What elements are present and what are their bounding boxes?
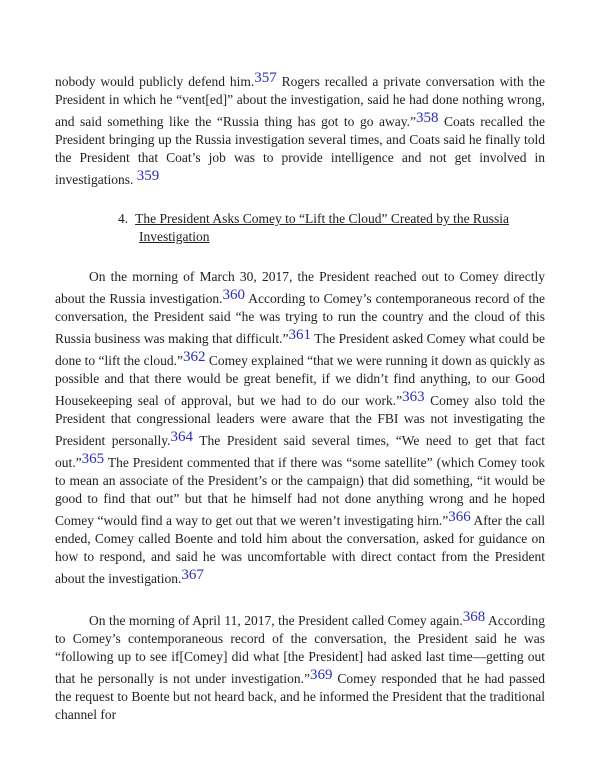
footnote-ref-363[interactable]: 363: [402, 389, 425, 405]
footnote-ref-369[interactable]: 369: [309, 667, 333, 683]
footnote-ref-368[interactable]: 368: [462, 609, 486, 625]
paragraph-march-30: [55, 268, 545, 588]
paragraph-continuation: [55, 69, 545, 189]
footnote-ref-367[interactable]: 367: [181, 567, 204, 583]
footnote-ref-362[interactable]: 362: [182, 349, 206, 365]
text-run: Coats recalled the President bringing up the Russia investigation several times, and Coats said he finally told the President that Coat’s job was to provide intelligence and not get involved in investigations.: [55, 114, 545, 187]
footnote-ref-366[interactable]: 366: [448, 509, 471, 525]
text-run: The President asked Comey what could be done to “lift the cloud.”: [55, 331, 545, 368]
text-run: According to Comey’s contemporaneous record of the conversation, the President said he was “following up to see if[Comey] did what [the President] had asked last time—getting out that he personally is not under investigation.”: [55, 613, 545, 686]
footnote-ref-360[interactable]: 360: [222, 287, 246, 303]
text-run: Comey responded that he had passed the request to Boente but not heard back, and he informed the President that the traditional channel for: [55, 671, 545, 722]
footnote-ref-358[interactable]: 358: [415, 110, 439, 126]
section-heading: [118, 210, 545, 246]
paragraph-april-11: [55, 608, 545, 724]
text-run: The President said several times, “We need to get that fact out.”: [55, 433, 545, 470]
heading-number: 4.: [118, 211, 129, 226]
footnote-ref-359[interactable]: 359: [136, 168, 160, 184]
footnote-ref-364[interactable]: 364: [170, 429, 194, 445]
heading-title: The President Asks Comey to “Lift the Cloud” Created by the Russia Investigation: [135, 211, 509, 244]
text-run: According to Comey’s contemporaneous record of the conversation, the President said “he was trying to run the country and the cloud of this Russia business was making that difficult.”: [55, 291, 546, 346]
text-run: On the morning of March 30, 2017, the President reached out to Comey directly about the Russia investigation.: [55, 269, 545, 306]
text-run: Comey explained “that we were running it down as quickly as possible and that there would be great benefit, if we didn’t find anything, to our Good Housekeeping seal of approval, but we had to do our work.”: [55, 353, 545, 408]
text-run: After the call ended, Comey called Boente and told him about the conversation, asked for guidance on how to respond, and said he was uncomfortable with direct contact from the President about the investigation.: [55, 513, 545, 586]
footnote-ref-361[interactable]: 361: [288, 327, 311, 343]
text-run: Comey also told the President that congressional leaders were aware that the FBI was not investigating the President personally.: [55, 393, 545, 448]
text-run: Rogers recalled a private conversation with the President in which he “vent[ed]” about the investigation, said he had done nothing wrong, and said something like the “Russia thing has got to go away.”: [55, 74, 545, 129]
footnote-ref-357[interactable]: 357: [254, 70, 277, 86]
text-run: nobody would publicly defend him.: [55, 74, 255, 89]
footnote-ref-365[interactable]: 365: [81, 451, 105, 467]
text-run: On the morning of April 11, 2017, the President called Comey again.: [89, 613, 463, 628]
text-run: The President commented that if there was “some satellite” (which Comey took to mean an associate of the President’s or the campaign) that did something, “it would be good to find that out” but that he himself had not done anything wrong and he hoped Comey “would find a way to get out that we weren’t investigating hirn.”: [55, 455, 545, 528]
